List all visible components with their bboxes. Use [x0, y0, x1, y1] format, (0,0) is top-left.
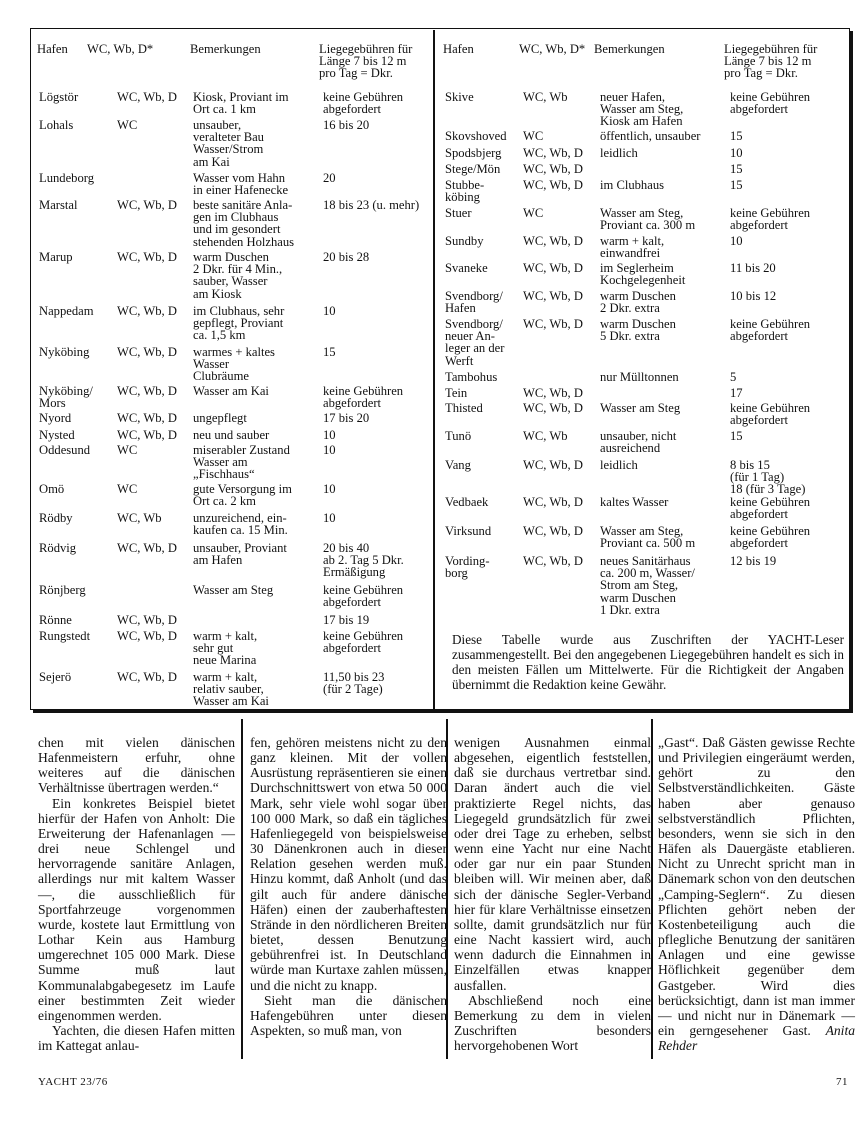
fee-cell: 11,50 bis 23 (für 2 Tage)	[323, 670, 385, 697]
port-name-cell: Nyköbing	[39, 345, 90, 359]
facilities-cell: WC, Wb, D	[523, 401, 583, 415]
port-name-cell: Skovshoved	[445, 129, 507, 143]
port-name-cell: Nappedam	[39, 304, 94, 318]
header-port-left: Hafen	[37, 42, 68, 56]
facilities-cell: WC, Wb, D	[523, 458, 583, 472]
fee-cell: keine Gebühren abgefordert	[730, 401, 811, 428]
remarks-cell: Wasser am Steg	[600, 401, 681, 415]
facilities-cell: WC, Wb, D	[117, 541, 177, 555]
fee-cell: 10	[323, 443, 336, 457]
facilities-cell: WC, Wb, D	[523, 289, 583, 303]
remarks-cell: unsauber, veralteter Bau Wasser/Strom am Kai	[193, 118, 264, 169]
table-note: Diese Tabelle wurde aus Zuschriften der YACHT-Leser zusammengestellt. Bei den angegebenen Liegegebühren handelt es sich in den meisten Fällen um Mittelwerte. Für die Richtigkeit der Angaben übernimmt die Redaktion keine Gewähr.	[452, 632, 844, 692]
remarks-cell: im Clubhaus, sehr gepflegt, Proviant ca. 1,5 km	[193, 304, 285, 343]
header-fees-right: Liegegebühren für Länge 7 bis 12 m pro Tag = Dkr.	[724, 42, 818, 80]
port-name-cell: Stuer	[445, 206, 472, 220]
fee-cell: 17 bis 19	[323, 613, 370, 627]
article-column-1	[38, 735, 235, 1053]
facilities-cell: WC, Wb, D	[523, 386, 583, 400]
paragraph: fen, gehören meistens nicht zu den ganz kleinen. Mit der vollen Ausrüstung repräsentieren sie einen Durchschnittswert von etwa 50 000 Mark, sehr viele wohl sogar über 100 000 Mark, so daß ein tägliches Hafenliegegeld von beispielsweise 30 Dänenkronen auch in dieser Relation gesehen werden muß. Hinzu kommt, daß Anholt (und das gilt auch für andere dänische Häfen) einen der zauberhaftesten Strände in den nördlicheren Breiten bietet, dessen Benutzung gebührenfrei ist. In Deutschland würde man Kurtaxe zahlen müssen, und die nicht zu knapp.	[250, 735, 447, 993]
header-port-right: Hafen	[443, 42, 474, 56]
fee-cell: keine Gebühren abgefordert	[730, 317, 811, 344]
remarks-cell: warm + kalt, sehr gut neue Marina	[193, 629, 258, 668]
port-name-cell: Marstal	[39, 198, 78, 212]
remarks-cell: warm Duschen 2 Dkr. extra	[600, 289, 676, 316]
fee-cell: 17	[730, 386, 743, 400]
remarks-cell: neues Sanitärhaus ca. 200 m, Wasser/ Strom am Steg, warm Duschen 1 Dkr. extra	[600, 554, 695, 617]
port-name-cell: Marup	[39, 250, 73, 264]
footer-issue: YACHT 23/76	[38, 1076, 108, 1088]
fee-cell: 10	[323, 304, 336, 318]
fee-cell: 16 bis 20	[323, 118, 370, 132]
facilities-cell: WC, Wb, D	[117, 629, 177, 643]
fee-cell: 5	[730, 370, 737, 384]
port-name-cell: Tein	[445, 386, 468, 400]
facilities-cell: WC, Wb, D	[117, 198, 177, 212]
port-name-cell: Svendborg/ neuer An- leger an der Werft	[445, 317, 505, 368]
header-remarks-left: Bemerkungen	[190, 42, 261, 56]
paragraph-text: „Gast“. Daß Gästen gewisse Rechte und Privilegien eingeräumt werden, gehört zu den Selbstverständlichkeiten. Gäste haben aber genauso selbstverständlich Pflichten, besonders, wenn sie sich in den Häfen als Dauergäste etablieren. Nicht zu Unrecht spricht man in Dänemark schon von den deutschen „Camping-Seglern“. Zu diesen Pflichten gehört neben der Kostenbeteiligung auch die pflegliche Benutzung der sanitären Anlagen und eine gewisse Höflichkeit gegenüber dem Gastgeber. Wird dies berücksichtigt, dann ist man immer — und nicht nur in Dänemark — ein gerngesehener Gast.	[658, 735, 855, 1038]
facilities-cell: WC, Wb, D	[523, 146, 583, 160]
facilities-cell: WC, Wb, D	[117, 304, 177, 318]
facilities-cell: WC, Wb, D	[523, 234, 583, 248]
port-name-cell: Stubbe- köbing	[445, 178, 485, 205]
port-name-cell: Rungstedt	[39, 629, 91, 643]
port-name-cell: Vang	[445, 458, 471, 472]
fee-cell: 15	[323, 345, 336, 359]
port-name-cell: Svaneke	[445, 261, 488, 275]
fee-cell: 15	[730, 162, 743, 176]
remarks-cell: leidlich	[600, 458, 638, 472]
facilities-cell: WC, Wb	[523, 429, 568, 443]
fee-cell: 17 bis 20	[323, 411, 370, 425]
remarks-cell: Kiosk, Proviant im Ort ca. 1 km	[193, 90, 289, 117]
article-column-2	[250, 735, 447, 1038]
facilities-cell: WC, Wb, D	[117, 670, 177, 684]
facilities-cell: WC, Wb, D	[117, 411, 177, 425]
remarks-cell: unsauber, nicht ausreichend	[600, 429, 677, 456]
fee-cell: 15	[730, 178, 743, 192]
paragraph: chen mit vielen dänischen Hafenmeistern erfuhr, ohne weiteres auf die dänischen Verhältnisse übertragen werden.“	[38, 735, 235, 796]
port-name-cell: Thisted	[445, 401, 483, 415]
port-name-cell: Spodsbjerg	[445, 146, 502, 160]
port-name-cell: Rönne	[39, 613, 72, 627]
facilities-cell: WC, Wb, D	[117, 250, 177, 264]
remarks-cell: unzureichend, ein- kaufen ca. 15 Min.	[193, 511, 288, 538]
remarks-cell: Wasser am Steg	[193, 583, 274, 597]
port-name-cell: Nyord	[39, 411, 72, 425]
port-name-cell: Skive	[445, 90, 474, 104]
port-name-cell: Lohals	[39, 118, 74, 132]
remarks-cell: warm + kalt, relativ sauber, Wasser am Kai	[193, 670, 269, 709]
port-name-cell: Nysted	[39, 428, 75, 442]
fee-cell: 15	[730, 129, 743, 143]
fee-cell: 10	[323, 482, 336, 496]
port-name-cell: Vording- borg	[445, 554, 490, 581]
remarks-cell: öffentlich, unsauber	[600, 129, 701, 143]
facilities-cell: WC, Wb, D	[117, 90, 177, 104]
fee-cell: 20 bis 40 ab 2. Tag 5 Dkr. Ermäßigung	[323, 541, 404, 580]
fee-cell: keine Gebühren abgefordert	[730, 206, 811, 233]
facilities-cell: WC, Wb	[523, 90, 568, 104]
remarks-cell: warmes + kaltes Wasser Clubräume	[193, 345, 275, 384]
facilities-cell: WC, Wb, D	[523, 554, 583, 568]
port-name-cell: Lögstör	[39, 90, 79, 104]
remarks-cell: Wasser vom Hahn in einer Hafenecke	[193, 171, 289, 198]
paragraph: Abschließend noch eine Bemerkung zu dem in vielen Zuschriften besonders hervorgehobenen Wort	[454, 992, 651, 1054]
fee-cell: keine Gebühren abgefordert	[730, 524, 811, 551]
fee-cell: 20 bis 28	[323, 250, 370, 264]
remarks-cell: im Clubhaus	[600, 178, 665, 192]
fee-cell: 15	[730, 429, 743, 443]
facilities-cell: WC, Wb, D	[523, 495, 583, 509]
port-name-cell: Nyköbing/ Mors	[39, 384, 93, 411]
header-facilities-left: WC, Wb, D*	[87, 42, 154, 56]
fee-cell: keine Gebühren abgefordert	[730, 495, 811, 522]
port-name-cell: Stege/Mön	[445, 162, 501, 176]
remarks-cell: Wasser am Kai	[193, 384, 269, 398]
fee-cell: 10	[323, 511, 336, 525]
port-name-cell: Lundeborg	[39, 171, 95, 185]
remarks-cell: miserabler Zustand Wasser am „Fischhaus“	[193, 443, 290, 482]
facilities-cell: WC, Wb, D	[117, 613, 177, 627]
fee-cell: 11 bis 20	[730, 261, 776, 275]
port-name-cell: Vedbaek	[445, 495, 489, 509]
facilities-cell: WC, Wb, D	[523, 162, 583, 176]
facilities-cell: WC, Wb	[117, 511, 162, 525]
remarks-cell: nur Mülltonnen	[600, 370, 679, 384]
facilities-cell: WC, Wb, D	[117, 345, 177, 359]
fee-cell: keine Gebühren abgefordert	[323, 384, 404, 411]
fee-cell: 20	[323, 171, 336, 185]
facilities-cell: WC	[117, 482, 138, 496]
paragraph	[658, 735, 855, 1053]
port-name-cell: Tunö	[445, 429, 472, 443]
port-name-cell: Rödvig	[39, 541, 77, 555]
facilities-cell: WC, Wb, D	[523, 317, 583, 331]
remarks-cell: warm Duschen 2 Dkr. für 4 Min., sauber, Wasser am Kiosk	[193, 250, 283, 301]
fee-cell: keine Gebühren abgefordert	[323, 90, 404, 117]
port-name-cell: Sejerö	[39, 670, 72, 684]
fee-cell: 10	[730, 146, 743, 160]
remarks-cell: kaltes Wasser	[600, 495, 669, 509]
header-facilities-right: WC, Wb, D*	[519, 42, 586, 56]
facilities-cell: WC	[523, 129, 544, 143]
fee-cell: 12 bis 19	[730, 554, 777, 568]
port-name-cell: Oddesund	[39, 443, 91, 457]
remarks-cell: Wasser am Steg, Proviant ca. 300 m	[600, 206, 696, 233]
facilities-cell: WC	[117, 443, 138, 457]
remarks-cell: beste sanitäre Anla- gen im Clubhaus und im gesondert stehenden Holzhaus	[193, 198, 295, 249]
remarks-cell: warm Duschen 5 Dkr. extra	[600, 317, 676, 344]
port-name-cell: Tambohus	[445, 370, 498, 384]
port-name-cell: Rönjberg	[39, 583, 86, 597]
table-divider	[433, 30, 435, 710]
remarks-cell: gute Versorgung im Ort ca. 2 km	[193, 482, 292, 509]
remarks-cell: warm + kalt, einwandfrei	[600, 234, 665, 261]
port-name-cell: Omö	[39, 482, 65, 496]
port-name-cell: Virksund	[445, 524, 492, 538]
paragraph: Yachten, die diesen Hafen mitten im Kattegat anlau-	[38, 1022, 235, 1054]
fee-cell: 8 bis 15 (für 1 Tag) 18 (für 3 Tage)	[730, 458, 806, 497]
article-column-4	[658, 735, 855, 1053]
facilities-cell: WC	[117, 118, 138, 132]
facilities-cell: WC	[523, 206, 544, 220]
port-name-cell: Svendborg/ Hafen	[445, 289, 503, 316]
fee-cell: keine Gebühren abgefordert	[323, 583, 404, 610]
fee-cell: keine Gebühren abgefordert	[730, 90, 811, 117]
header-remarks-right: Bemerkungen	[594, 42, 665, 56]
column-rule-1	[241, 719, 243, 1059]
port-name-cell: Rödby	[39, 511, 73, 525]
fee-cell: 10 bis 12	[730, 289, 777, 303]
facilities-cell: WC, Wb, D	[523, 178, 583, 192]
header-fees-left: Liegegebühren für Länge 7 bis 12 m pro Tag = Dkr.	[319, 42, 413, 80]
fee-cell: 18 bis 23 (u. mehr)	[323, 198, 420, 212]
remarks-cell: neu und sauber	[193, 428, 270, 442]
port-name-cell: Sundby	[445, 234, 484, 248]
fee-cell: keine Gebühren abgefordert	[323, 629, 404, 656]
fee-cell: 10	[323, 428, 336, 442]
facilities-cell: WC, Wb, D	[523, 261, 583, 275]
facilities-cell: WC, Wb, D	[117, 428, 177, 442]
remarks-cell: Wasser am Steg, Proviant ca. 500 m	[600, 524, 696, 551]
fee-cell: 10	[730, 234, 743, 248]
facilities-cell: WC, Wb, D	[117, 384, 177, 398]
remarks-cell: leidlich	[600, 146, 638, 160]
author-signature: Anita Rehder	[658, 1022, 856, 1054]
column-rule-3	[651, 719, 653, 1059]
remarks-cell: neuer Hafen, Wasser am Steg, Kiosk am Hafen	[600, 90, 684, 129]
remarks-cell: im Seglerheim Kochgelegenheit	[600, 261, 686, 288]
paragraph: Sieht man die dänischen Hafengebühren unter diesen Aspekten, so muß man, von	[250, 992, 447, 1038]
remarks-cell: unsauber, Proviant am Hafen	[193, 541, 287, 568]
paragraph: wenigen Ausnahmen einmal abgesehen, eigentlich feststellen, daß sie durchaus vertretbar sind. Daran ändert auch die viel praktizierte Regel nichts, das Liegegeld grundsätzlich für zwei oder drei Tage zu erheben, selbst wenn eine Yacht nur eine Nacht oder gar nur ein paar Stunden bleiben will. Wir meinen aber, daß sich der dänische Segler-Verband hier für klare Verhältnisse einsetzen sollte, damit grundsätzlich nur für eine Nacht kassiert wird, auch wenn dadurch die Einnahmen in Einzelfällen etwas knapper ausfallen.	[454, 735, 651, 993]
paragraph: Ein konkretes Beispiel bietet hierfür der Hafen von Anholt: Die Erweiterung der Hafenanlagen — drei neue Schlengel und hervorragende sanitäre Anlagen, allerdings nur mit kaltem Wasser —, die ausschließlich für Sportfahrzeuge vorgenommen wurde, kostete laut Ermittlung von Lothar Kein aus Hamburg umgerechnet 105 000 Mark. Diese Summe muß laut Kommunalabgabegesetz im Laufe einer bestimmten Zeit wieder eingenommen werden.	[38, 795, 235, 1023]
article-column-3	[454, 735, 651, 1053]
remarks-cell: ungepflegt	[193, 411, 247, 425]
facilities-cell: WC, Wb, D	[523, 524, 583, 538]
page-number: 71	[836, 1076, 848, 1088]
